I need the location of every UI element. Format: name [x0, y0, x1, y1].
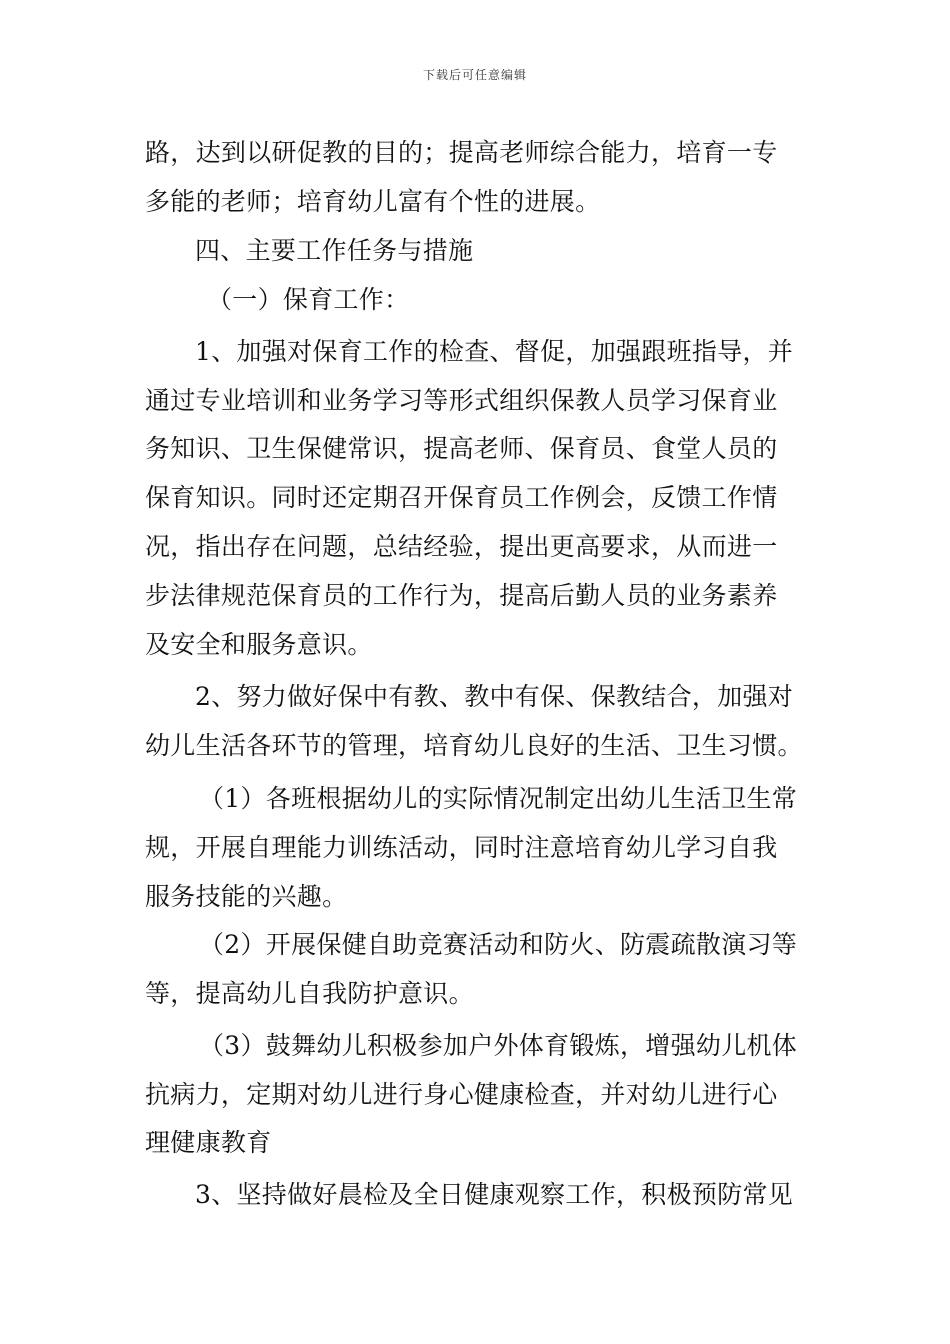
text-line: 多能的老师；培育幼儿富有个性的进展。 [145, 187, 601, 216]
page-header-note: 下载后可任意编辑 [422, 68, 527, 82]
text-line: 1、加强对保育工作的检查、督促，加强跟班指导，并 [195, 337, 794, 366]
text-line: 步法律规范保育员的工作行为，提高后勤人员的业务素养 [145, 581, 778, 610]
text-line: 抗病力，定期对幼儿进行身心健康检查，并对幼儿进行心 [145, 1080, 778, 1109]
text-line: 幼儿生活各环节的管理，培育幼儿良好的生活、卫生习惯。 [145, 731, 803, 760]
text-line: 服务技能的兴趣。 [145, 882, 348, 911]
text-line: 3、坚持做好晨检及全日健康观察工作，积极预防常见 [195, 1180, 794, 1209]
text-line: 路，达到以研促教的目的；提高老师综合能力，培育一专 [145, 138, 778, 167]
text-line: （3）鼓舞幼儿积极参加户外体育锻炼，增强幼儿机体 [199, 1031, 798, 1060]
text-line: 规，开展自理能力训练活动，同时注意培育幼儿学习自我 [145, 833, 778, 862]
text-line: 务知识、卫生保健常识，提高老师、保育员、食堂人员的 [145, 434, 778, 463]
text-line: 及安全和服务意识。 [145, 630, 373, 659]
subsection-heading: （一）保育工作： [207, 285, 410, 314]
text-line: （2）开展保健自助竞赛活动和防火、防震疏散演习等 [199, 930, 798, 959]
text-line: 通过专业培训和业务学习等形式组织保教人员学习保育业 [145, 386, 778, 415]
text-line: 等，提高幼儿自我防护意识。 [145, 979, 474, 1008]
text-line: 2、努力做好保中有教、教中有保、保教结合，加强对 [195, 682, 794, 711]
section-heading: 四、主要工作任务与措施 [195, 236, 474, 265]
text-line: 理健康教育 [145, 1128, 272, 1157]
text-line: 况，指出存在问题，总结经验，提出更高要求，从而进一 [145, 532, 778, 561]
text-line: （1）各班根据幼儿的实际情况制定出幼儿生活卫生常 [199, 784, 798, 813]
text-line: 保育知识。同时还定期召开保育员工作例会，反馈工作情 [145, 483, 778, 512]
